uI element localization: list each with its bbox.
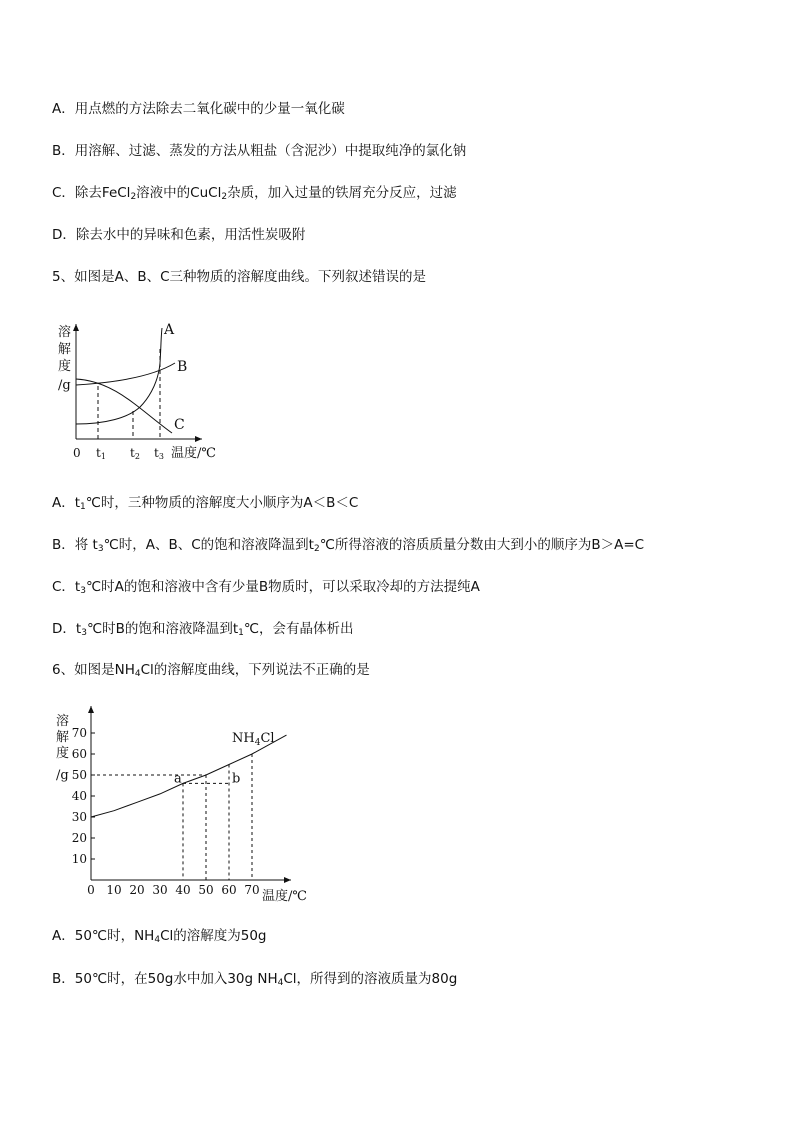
x-label: 温度/℃ [262,889,307,904]
q4-option-a: A．用点燃的方法除去二氧化碳中的少量一氧化碳 [52,101,345,117]
text-part: A．t [52,495,81,511]
point-a-label: a [174,771,182,787]
subscript: 4 [134,669,141,679]
q5-stem: 5、如图是A、B、C三种物质的溶解度曲线。下列叙述错误的是 [52,269,427,285]
text-part: C．t [52,579,81,595]
q4-option-c [52,184,457,206]
y-tick-label: 50 [71,768,87,782]
curve-label-a: A [164,322,175,338]
curve-label: $NH_4Cl$ [232,731,275,748]
q5-option-a [52,494,358,516]
x-tick-label: 40 [175,883,191,897]
curve-label-b: B [177,359,188,375]
y-label-0: 溶 [56,714,70,729]
y-label-1: 解 [56,730,70,745]
subscript: 3 [81,628,87,638]
y-tick-label: 70 [71,726,87,740]
subscript: 4 [154,935,161,945]
q4-option-b: B．用溶解、过滤、蒸发的方法从粗盐（含泥沙）中提取纯净的氯化钠 [52,143,467,159]
x-tick-label: 0 [87,883,95,897]
q5-solubility-chart [50,318,230,468]
subscript: 2 [313,544,320,554]
x-tick-t2: t2 [130,446,140,461]
y-label-2: 度 [58,359,72,374]
text-part: A．50℃时，NH [52,928,155,944]
y-tick-label: 60 [71,747,87,761]
x-tick-t1: t1 [96,446,106,461]
text-part: ℃时B的饱和溶液降温到t [86,621,239,637]
text-part: ℃，会有晶体析出 [243,621,354,637]
subscript: 2 [221,192,228,202]
q6-stem [52,661,370,683]
curve-c [76,379,172,433]
text-part: D．t [52,621,82,637]
text-part: ℃时A的饱和溶液中含有少量B物质时，可以采取冷却的方法提纯A [85,579,480,595]
subscript: 3 [80,586,86,596]
curve-label-c: C [174,417,185,433]
y-tick-label: 40 [71,789,87,803]
text-part: Cl的溶解度为50g [160,928,267,944]
text-part: ℃时，A、B、C的饱和溶液降温到t [103,537,314,553]
y-label-1: 解 [58,342,72,357]
text-part: B．将 t [52,537,98,553]
text-part: ℃所得溶液的溶质质量分数由大到小的顺序为B＞A=C [319,537,645,553]
q6-option-b [52,970,457,992]
x-tick-label: 20 [129,883,145,897]
q5-option-b [52,536,644,558]
q6-nh4cl-solubility-chart [50,700,320,910]
x-label: 温度/℃ [171,446,216,461]
y-label-0: 溶 [58,325,72,340]
q5-option-c [52,578,480,600]
y-tick-label: 10 [71,852,87,866]
text-part: Cl的溶解度曲线，下列说法不正确的是 [140,662,370,678]
subscript: 1 [80,502,86,512]
y-tick-label: 30 [71,810,87,824]
subscript: 1 [238,628,244,638]
y-label-3: /g [56,768,69,783]
x-tick-label: 10 [106,883,122,897]
x-tick-t3: t3 [154,446,164,461]
q4-option-d: D．除去水中的异味和色素，用活性炭吸附 [52,227,306,243]
point-b-label: b [232,771,241,787]
x-tick-label: 60 [221,883,237,897]
x-tick-label: 50 [198,883,214,897]
x-tick-label: 70 [244,883,260,897]
q5-option-d [52,620,354,642]
text-part: B．50℃时，在50g水中加入30g NH [52,971,278,987]
x-origin: 0 [73,446,81,460]
y-label-3: /g [58,378,71,393]
x-tick-label: 30 [152,883,168,897]
y-label-2: 度 [56,746,70,761]
subscript: 2 [130,192,137,202]
subscript: 3 [97,544,104,554]
y-tick-label: 20 [71,831,87,845]
subscript: 4 [277,978,284,988]
q6-option-a [52,927,267,949]
text-part: C．除去FeCl [52,185,131,201]
text-part: 6、如图是NH [52,662,135,678]
text-part: 溶液中的CuCl [136,185,222,201]
text-part: ℃时，三种物质的溶解度大小顺序为A＜B＜C [85,495,359,511]
text-part: Cl，所得到的溶液质量为80g [283,971,458,987]
curve-a [76,328,162,424]
text-part: 杂质，加入过量的铁屑充分反应，过滤 [227,185,457,201]
